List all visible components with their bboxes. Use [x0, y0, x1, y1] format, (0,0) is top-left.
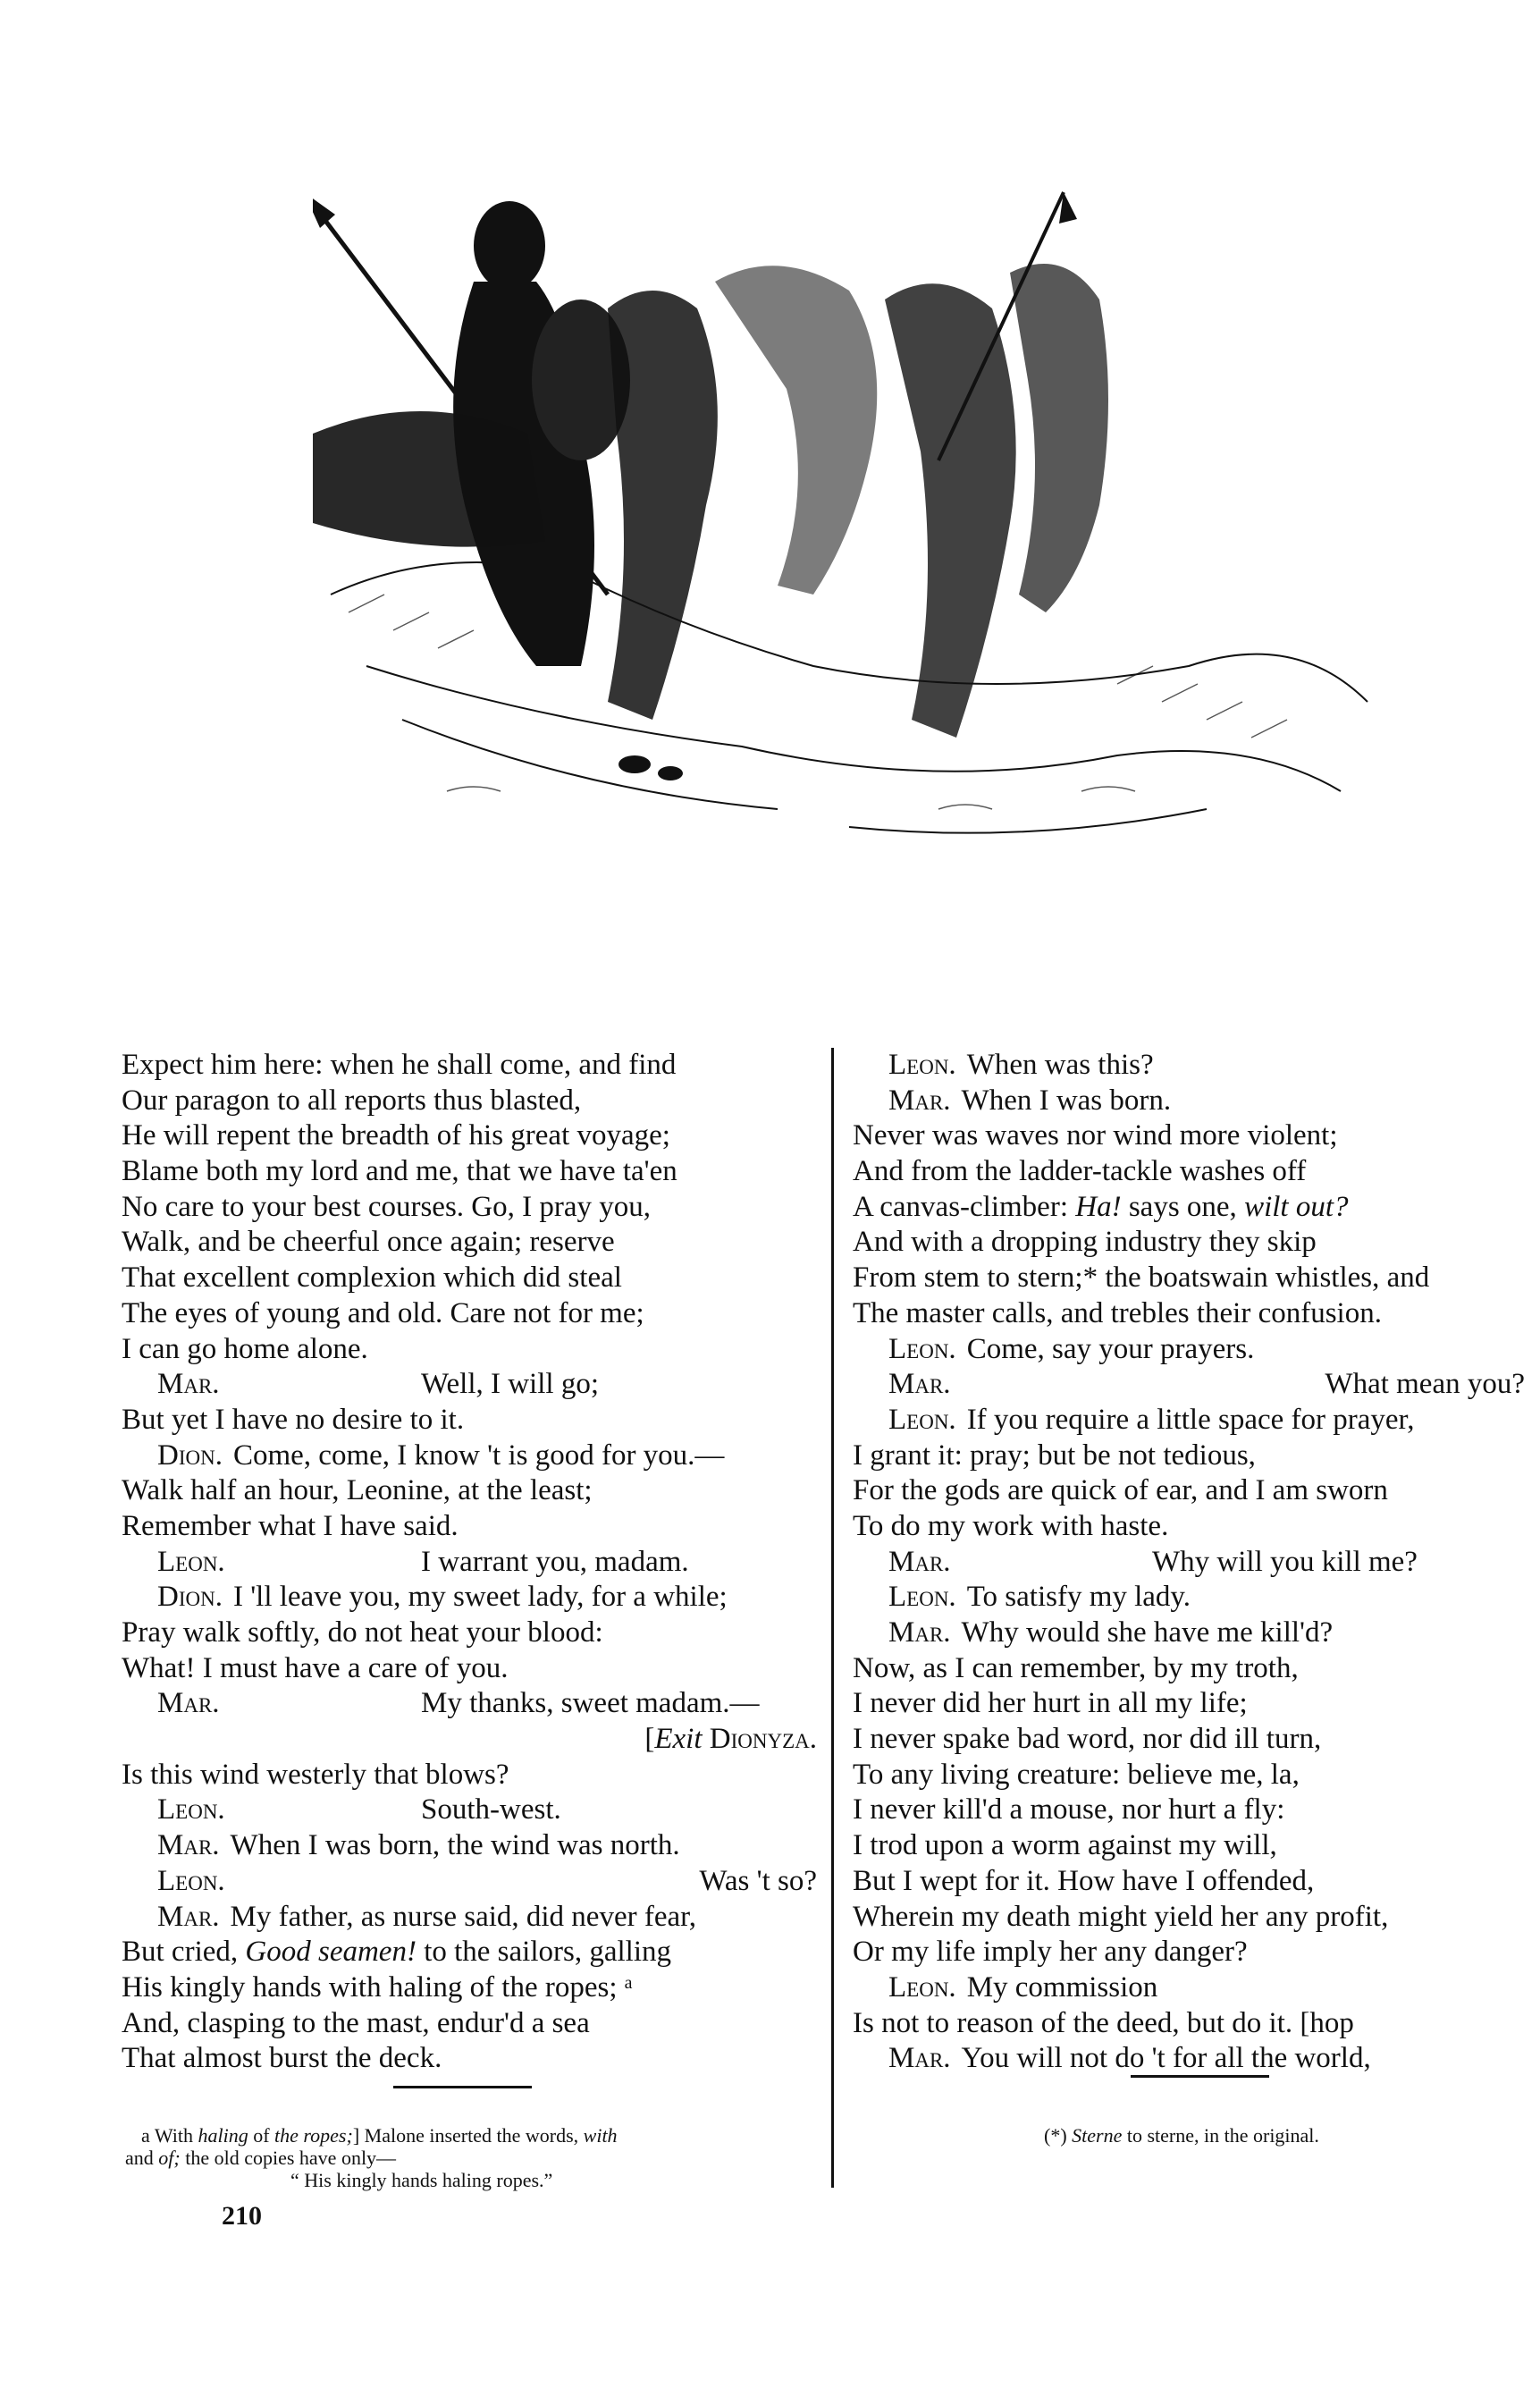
text-segment: You will not do 't for all the world,: [961, 2042, 1371, 2075]
line-text: [421, 1367, 599, 1403]
line-text: [853, 1829, 1277, 1861]
text-segment: And with a dropping industry they skip: [853, 1226, 1317, 1259]
speaker-name: Leon.: [888, 1403, 956, 1436]
text-segment: I can go home alone.: [122, 1332, 368, 1365]
verse-line: [853, 1403, 1525, 1438]
line-text: [421, 1793, 561, 1828]
line-text: [231, 1901, 697, 1933]
text-segment: When I was born.: [961, 1084, 1172, 1117]
line-text: [853, 1191, 1349, 1223]
line-text: [122, 1191, 651, 1223]
speaker-name: Mar.: [888, 1545, 951, 1578]
footnote-a: a With haling of the ropes;] Malone inserted the words, with and of; the old copies have only— “ His kingly hands haling ropes.”: [125, 2124, 818, 2191]
text-segment: What! I must have a care of you.: [122, 1651, 509, 1684]
verse-line: [853, 1261, 1525, 1296]
line-text: [122, 1936, 671, 1968]
line-text: [421, 1545, 689, 1581]
text-segment: I 'll leave you, my sweet lady, for a while;: [232, 1581, 728, 1614]
line-text: [853, 1793, 1284, 1826]
verse-line: [853, 2041, 1525, 2077]
text-segment: And, clasping to the mast, endur'd a sea: [122, 2006, 590, 2039]
text-segment: says one,: [1121, 1190, 1245, 1223]
verse-line: [122, 1225, 817, 1261]
text-segment: Never was waves nor wind more violent;: [853, 1119, 1338, 1152]
footnote-marker: a: [141, 2124, 150, 2147]
verse-line: [853, 1758, 1525, 1793]
text-segment: wilt out?: [1244, 1190, 1349, 1223]
verse-line: [122, 1190, 817, 1226]
speaker-name: Leon.: [888, 1332, 956, 1365]
text-segment: That excellent complexion which did steal: [122, 1261, 622, 1295]
line-text: [853, 1226, 1317, 1258]
line-text: [122, 1404, 464, 1436]
text-segment: Our paragon to all reports thus blasted,: [122, 1084, 582, 1117]
verse-line: [853, 1190, 1525, 1226]
line-text: [122, 1474, 593, 1506]
text-segment: Well, I will go;: [421, 1368, 599, 1401]
text-segment: My commission: [966, 1970, 1158, 2004]
text-segment: Is this wind westerly that blows?: [122, 1758, 509, 1791]
text-segment: I grant it: pray; but be not tedious,: [853, 1438, 1256, 1472]
text-segment: No care to your best courses. Go, I pray you,: [122, 1190, 652, 1223]
text-segment: Wherein my death might yield her any profit,: [853, 1900, 1389, 1933]
text-segment: The eyes of young and old. Care not for me;: [122, 1296, 644, 1329]
line-text: [122, 1049, 676, 1081]
text-segment: South-west.: [421, 1793, 561, 1827]
line-text: [853, 1936, 1248, 1968]
text-segment: He will repent the breadth of his great voyage;: [122, 1119, 670, 1152]
speaker-name: Mar.: [888, 1084, 951, 1117]
verse-line: [853, 1828, 1525, 1864]
verse-line: [122, 2041, 817, 2077]
line-text: [853, 2007, 1354, 2039]
text-segment: Blame both my lord and me, that we have ta'en: [122, 1155, 677, 1188]
line-text: [853, 1687, 1248, 1719]
verse-line: [853, 1332, 1525, 1368]
text-segment: Ha!: [1075, 1190, 1122, 1223]
verse-line: [122, 1332, 817, 1368]
speaker-name: Dion.: [157, 1438, 223, 1472]
footnote-star: (*) Sterne to sterne, in the original.: [1044, 2124, 1319, 2147]
line-text: [122, 1155, 677, 1187]
verse-line: [853, 2006, 1525, 2042]
text-segment: [: [644, 1723, 655, 1756]
text-segment: I never spake bad word, nor did ill turn,: [853, 1723, 1322, 1756]
verse-line: [122, 1118, 817, 1154]
line-text: [122, 1333, 368, 1365]
line-text: [122, 1261, 622, 1294]
verse-line: [122, 2006, 817, 2042]
verse-line: [122, 1864, 817, 1900]
verse-line: [122, 1686, 817, 1722]
line-text: [231, 1829, 680, 1861]
line-text: [122, 1226, 615, 1258]
text-column-left: [122, 1048, 817, 2077]
illustration-abduction-scene: [313, 165, 1385, 881]
speaker-name: Leon.: [157, 1545, 225, 1578]
speaker-name: Mar.: [157, 1900, 220, 1933]
verse-line: [853, 1900, 1525, 1936]
text-segment: Why will you kill me?: [1152, 1545, 1418, 1578]
spear-tip-icon: [313, 192, 335, 228]
speaker-name: Mar.: [157, 1687, 220, 1720]
text-segment: Exit: [654, 1723, 710, 1756]
line-text: [967, 1971, 1158, 2004]
verse-line: [122, 1084, 817, 1119]
verse-line: [853, 1048, 1525, 1084]
line-text: [122, 1510, 459, 1542]
text-segment: From stem to stern;* the boatswain whistles, and: [853, 1261, 1430, 1295]
text-segment: to the sailors, galling: [416, 1936, 671, 1969]
verse-line: [122, 1438, 817, 1474]
text-segment: To any living creature: believe me, la,: [853, 1758, 1300, 1791]
verse-line: [853, 1686, 1525, 1722]
line-text: [853, 1297, 1382, 1329]
line-text: [122, 2042, 442, 2074]
verse-line: [853, 1225, 1525, 1261]
speaker-name: Leon.: [157, 1793, 225, 1827]
line-text: [962, 1084, 1172, 1117]
text-segment: When was this?: [966, 1049, 1154, 1081]
verse-line: [122, 1828, 817, 1864]
verse-line: [122, 1580, 817, 1616]
line-text: [853, 1439, 1256, 1472]
text-segment: Why would she have me kill'd?: [961, 1616, 1334, 1649]
verse-line: [853, 1935, 1525, 1970]
verse-line: [122, 1616, 817, 1651]
text-segment: Now, as I can remember, by my troth,: [853, 1651, 1299, 1684]
line-text: [853, 1901, 1388, 1933]
line-text: [853, 1261, 1429, 1294]
verse-line: [853, 1473, 1525, 1509]
text-segment: But I wept for it. How have I offended,: [853, 1864, 1315, 1897]
text-segment: To do my work with haste.: [853, 1509, 1169, 1542]
verse-line: [122, 1296, 817, 1332]
line-text: [967, 1581, 1191, 1613]
text-segment: When I was born, the wind was north.: [230, 1829, 680, 1862]
line-text: [853, 1155, 1306, 1187]
text-segment: Expect him here: when he shall come, and find: [122, 1049, 677, 1081]
verse-line: [853, 1651, 1525, 1687]
line-text: [853, 1652, 1299, 1684]
page-number: 210: [222, 2201, 262, 2231]
line-text: [1325, 1368, 1525, 1400]
verse-line: [853, 1616, 1525, 1651]
verse-line: [122, 1793, 817, 1828]
text-segment: Was 't so?: [699, 1864, 817, 1897]
line-text: [1152, 1545, 1418, 1581]
text-segment: Dionyza.: [709, 1723, 817, 1756]
line-text: [233, 1439, 724, 1472]
text-segment: But yet I have no desire to it.: [122, 1403, 465, 1436]
verse-line: [122, 1935, 817, 1970]
footnote-quote: “ His kingly hands haling ropes.”: [290, 2169, 553, 2191]
speaker-name: Leon.: [888, 1049, 956, 1081]
text-segment: Remember what I have said.: [122, 1509, 459, 1542]
verse-line: [853, 1367, 1525, 1403]
verse-line: [122, 1154, 817, 1190]
line-text: [644, 1723, 817, 1755]
text-segment: The master calls, and trebles their confusion.: [853, 1296, 1382, 1329]
line-text: [967, 1049, 1154, 1081]
verse-line: [122, 1758, 817, 1793]
line-text: [122, 1297, 644, 1329]
line-text: [233, 1581, 728, 1613]
speaker-name: Leon.: [888, 1970, 956, 2004]
line-text: [853, 1510, 1168, 1542]
verse-line: [853, 1438, 1525, 1474]
text-segment: My father, as nurse said, did never fear,: [230, 1900, 697, 1933]
text-segment: To satisfy my lady.: [966, 1581, 1191, 1614]
text-segment: His kingly hands with haling of the ropes; ᵃ: [122, 1970, 633, 2004]
speaker-name: Dion.: [157, 1581, 223, 1614]
verse-line: [122, 1900, 817, 1936]
verse-line: [122, 1403, 817, 1438]
verse-line: [853, 1722, 1525, 1758]
speaker-name: Mar.: [157, 1368, 220, 1401]
speaker-name: Mar.: [888, 1368, 951, 1401]
verse-line: [853, 1118, 1525, 1154]
line-text: [853, 1723, 1321, 1755]
verse-line: [122, 1722, 817, 1758]
text-segment: A canvas-climber:: [853, 1190, 1076, 1223]
text-segment: Walk, and be cheerful once again; reserve: [122, 1226, 615, 1259]
verse-line: [853, 1296, 1525, 1332]
footnote-rule-right: [1131, 2075, 1269, 2078]
line-text: [853, 1119, 1338, 1152]
text-segment: That almost burst the deck.: [122, 2042, 442, 2075]
text-segment: Good seamen!: [245, 1936, 417, 1969]
line-text: [853, 1759, 1300, 1791]
verse-line: [122, 1970, 817, 2006]
verse-line: [853, 1084, 1525, 1119]
verse-line: [122, 1473, 817, 1509]
verse-line: [122, 1509, 817, 1545]
column-divider: [831, 1048, 834, 2188]
line-text: [853, 1865, 1314, 1897]
text-segment: But cried,: [122, 1936, 246, 1969]
verse-line: [122, 1651, 817, 1687]
verse-line: [853, 1154, 1525, 1190]
verse-line: [122, 1048, 817, 1084]
line-text: [122, 1759, 509, 1791]
footnote-rule-left: [393, 2086, 532, 2088]
line-text: [967, 1333, 1255, 1365]
verse-line: [853, 1864, 1525, 1900]
line-text: [699, 1865, 817, 1897]
text-segment: Come, say your prayers.: [966, 1332, 1255, 1365]
line-text: [962, 1616, 1334, 1649]
verse-line: [853, 1793, 1525, 1828]
line-text: [122, 1616, 603, 1649]
text-segment: I never did her hurt in all my life;: [853, 1687, 1248, 1720]
line-text: [421, 1686, 760, 1722]
line-text: [122, 1652, 508, 1684]
speaker-name: Leon.: [888, 1581, 956, 1614]
line-text: [122, 1971, 633, 2004]
verse-line: [853, 1580, 1525, 1616]
verse-line: [853, 1970, 1525, 2006]
verse-line: [853, 1545, 1525, 1581]
line-text: [122, 1084, 581, 1117]
line-text: [853, 1474, 1388, 1506]
text-segment: Come, come, I know 't is good for you.—: [232, 1438, 725, 1472]
text-segment: Pray walk softly, do not heat your blood:: [122, 1616, 603, 1649]
verse-line: [122, 1545, 817, 1581]
verse-line: [853, 1509, 1525, 1545]
text-segment: Walk half an hour, Leonine, at the least;: [122, 1474, 593, 1507]
line-text: [122, 1119, 670, 1152]
speaker-name: Mar.: [888, 1616, 951, 1649]
text-segment: I trod upon a worm against my will,: [853, 1829, 1277, 1862]
text-segment: For the gods are quick of ear, and I am sworn: [853, 1474, 1388, 1507]
text-segment: And from the ladder-tackle washes off: [853, 1155, 1307, 1188]
speaker-name: Mar.: [157, 1829, 220, 1862]
speaker-name: Mar.: [888, 2042, 951, 2075]
speaker-name: Leon.: [157, 1864, 225, 1897]
text-segment: I never kill'd a mouse, nor hurt a fly:: [853, 1793, 1285, 1827]
line-text: [962, 2042, 1371, 2074]
text-segment: What mean you?: [1325, 1368, 1525, 1401]
verse-line: [122, 1367, 817, 1403]
text-segment: I warrant you, madam.: [421, 1545, 689, 1578]
line-text: [122, 2007, 590, 2039]
text-segment: If you require a little space for prayer,: [966, 1403, 1415, 1436]
text-segment: My thanks, sweet madam.—: [421, 1687, 760, 1720]
text-column-right: [853, 1048, 1525, 2077]
text-segment: Is not to reason of the deed, but do it. [hop: [853, 2006, 1354, 2039]
line-text: [967, 1404, 1415, 1436]
text-segment: Or my life imply her any danger?: [853, 1936, 1248, 1969]
verse-line: [122, 1261, 817, 1296]
